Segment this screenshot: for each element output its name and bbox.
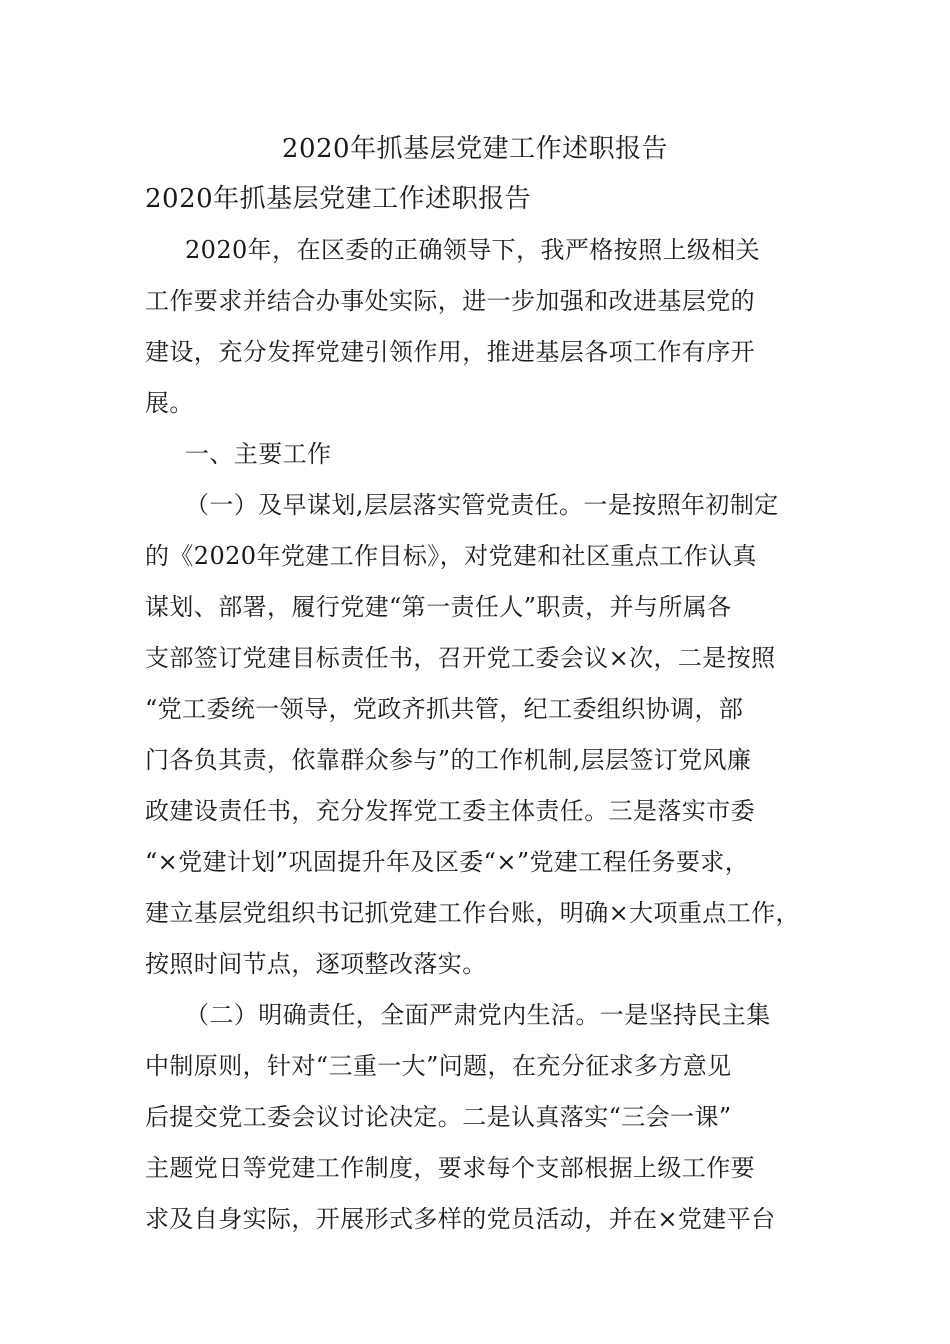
paragraph-line: 求及自身实际，开展形式多样的党员活动，并在×党建平台 <box>145 1205 776 1233</box>
paragraph-line: 支部签订党建目标责任书，召开党工委会议×次，二是按照 <box>145 644 776 672</box>
paragraph-line: 谋划、部署，履行党建“第一责任人”职责，并与所属各 <box>145 593 732 621</box>
document-title: 2020年抓基层党建工作述职报告 <box>281 134 669 164</box>
document-body <box>145 231 820 1251</box>
paragraph-line: （二）明确责任，全面严肃党内生活。一是坚持民主集 <box>185 1001 771 1029</box>
paragraph-line: 展。 <box>145 389 194 417</box>
paragraph-line: 工作要求并结合办事处实际，进一步加强和改进基层党的 <box>145 287 755 315</box>
paragraph-line: 政建设责任书，充分发挥党工委主体责任。三是落实市委 <box>145 797 755 825</box>
paragraph-line: 后提交党工委会议讨论决定。二是认真落实“三会一课” <box>145 1103 732 1131</box>
paragraph-line: “×党建计划”巩固提升年及区委“×”党建工程任务要求， <box>145 848 750 876</box>
paragraph-line: 建设，充分发挥党建引领作用，推进基层各项工作有序开 <box>145 338 755 366</box>
paragraph-line: 的《2020年党建工作目标》，对党建和社区重点工作认真 <box>145 542 757 570</box>
section-heading: 一、主要工作 <box>185 440 332 468</box>
paragraph-line: 主题党日等党建工作制度，要求每个支部根据上级工作要 <box>145 1154 755 1182</box>
paragraph-line: “党工委统一领导，党政齐抓共管，纪工委组织协调，部 <box>145 695 744 723</box>
paragraph-line: 中制原则，针对“三重一大”问题，在充分征求多方意见 <box>145 1052 732 1080</box>
paragraph-line: 按照时间节点，逐项整改落实。 <box>145 950 487 978</box>
paragraph-line: 2020年，在区委的正确领导下，我严格按照上级相关 <box>185 236 761 264</box>
paragraph-line: 建立基层党组织书记抓党建工作台账，明确×大项重点工作， <box>145 899 800 927</box>
paragraph-line: 门各负其责，依靠群众参与”的工作机制,层层签订党风廉 <box>145 746 752 774</box>
document-subtitle: 2020年抓基层党建工作述职报告 <box>145 184 532 214</box>
paragraph-line: （一）及早谋划,层层落实管党责任。一是按照年初制定 <box>185 491 779 519</box>
